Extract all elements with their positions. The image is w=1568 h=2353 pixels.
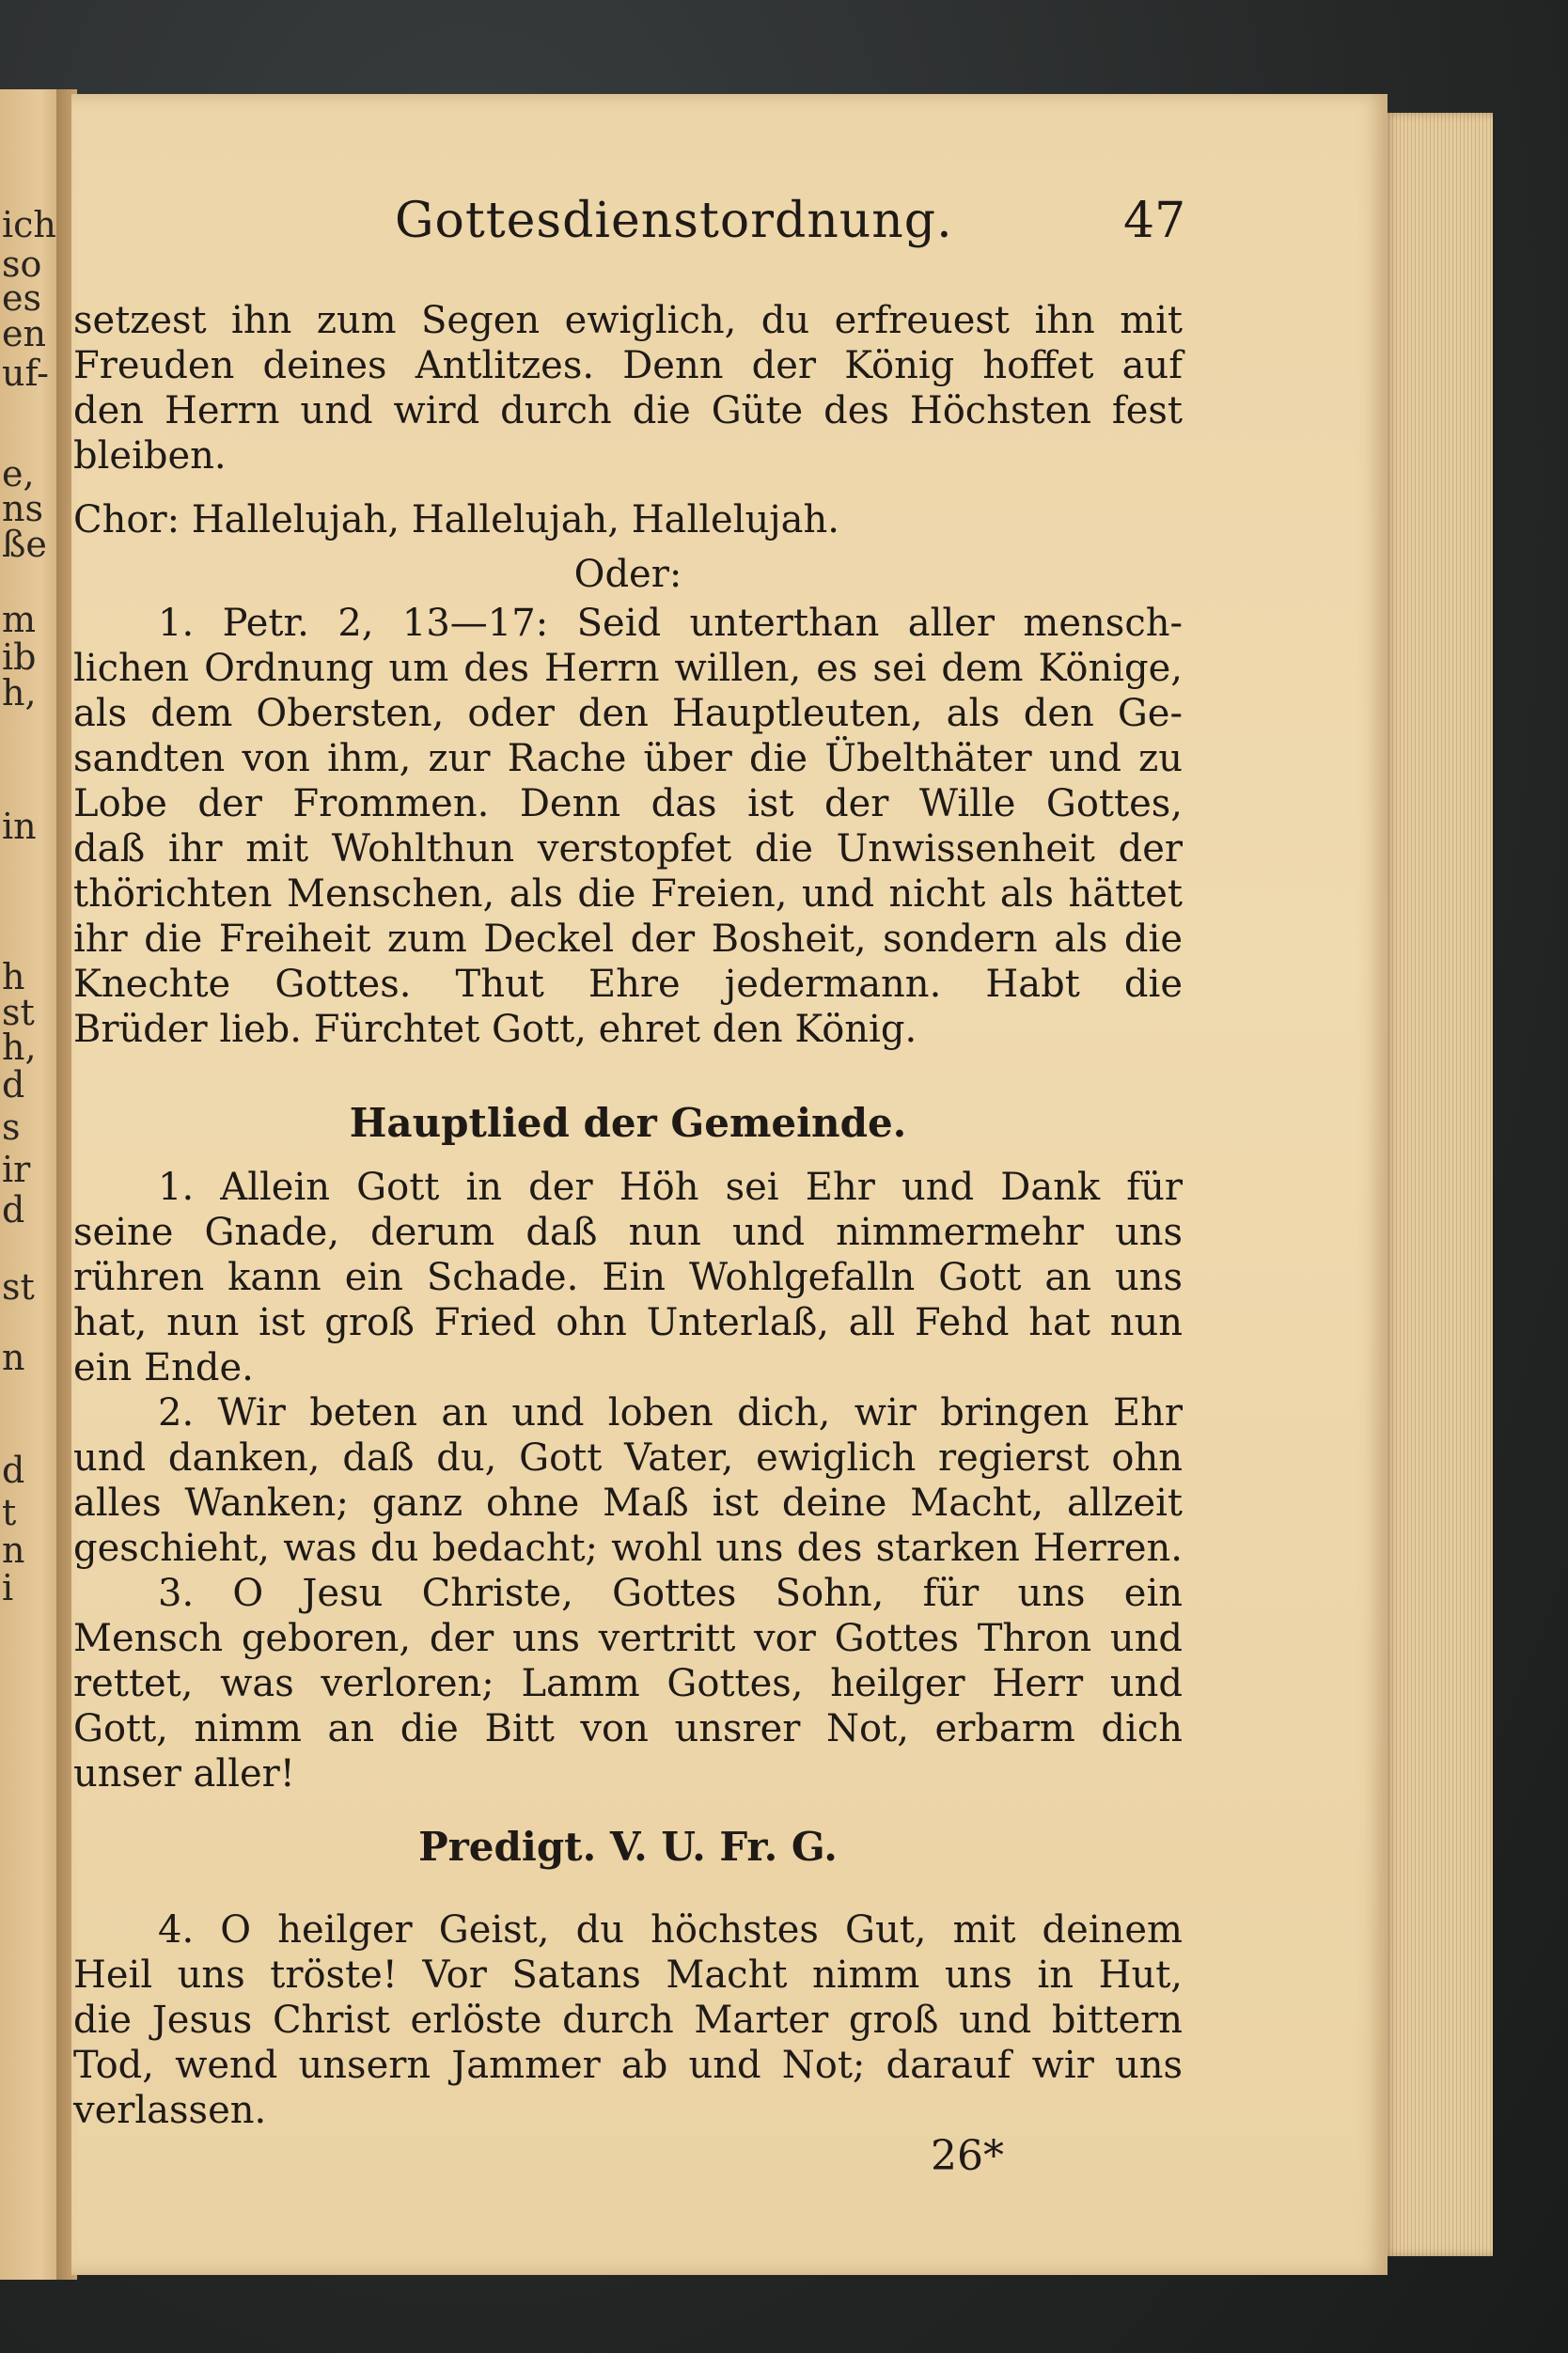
text-line: Mensch geboren, der uns vertritt vor Gottes Thron und [73,1617,1183,1660]
text-line: 1. Petr. 2, 13—17: Seid unterthan aller mensch- [158,602,1183,645]
text-line: 3. O Jesu Christe, Gottes Sohn, für uns ein [158,1572,1183,1615]
text-line: geschieht, was du bedacht; wohl uns des starken Herren. [73,1527,1183,1570]
text-line: Chor: Hallelujah, Hallelujah, Hallelujah. [73,498,839,541]
left-page-text-fragment: ib [2,636,37,678]
text-line: Knechte Gottes. Thut Ehre jedermann. Habt die [73,963,1183,1006]
text-line: setzest ihn zum Segen ewiglich, du erfreuest ihn mit [73,299,1183,342]
text-line: thörichten Menschen, als die Freien, und nicht als hättet [73,872,1183,916]
running-header: Gottesdienstordnung. [395,193,953,249]
left-page-text-fragment: h [2,956,25,997]
text-line: rettet, was verloren; Lamm Gottes, heilger Herr und [73,1662,1183,1705]
text-line: 4. O heilger Geist, du höchstes Gut, mit deinem [158,1908,1183,1952]
left-page-text-fragment: n [2,1529,25,1571]
left-page-text-fragment: in [2,806,37,847]
page-number: 47 [1123,193,1186,249]
left-page-text-fragment: d [2,1450,25,1491]
left-page-text-fragment: n [2,1337,25,1378]
left-page-text-fragment: en [2,313,46,354]
left-page-text-fragment: st [2,1266,35,1308]
left-page-text-fragment: t [2,1492,17,1533]
text-line: daß ihr mit Wohlthun verstopfet die Unwissenheit der [73,827,1183,871]
section-heading: Predigt. V. U. Fr. G. [418,1824,838,1870]
left-page-text-fragment: i [2,1567,14,1608]
left-page-text-fragment: ns [2,488,43,529]
text-line: hat, nun ist groß Fried ohn Unterlaß, all Fehd hat nun [73,1301,1183,1344]
text-line: Lobe der Frommen. Denn das ist der Wille Gottes, [73,782,1183,825]
text-line: seine Gnade, derum daß nun und nimmermehr uns [73,1211,1183,1254]
left-page-text-fragment: h, [2,672,37,714]
text-line: Oder: [573,553,682,596]
text-line: verlassen. [73,2089,267,2132]
left-page-text-fragment: ich [2,204,56,245]
left-page-text-fragment: ir [2,1149,31,1190]
page-edges [1382,113,1493,2256]
text-line: ihr die Freiheit zum Deckel der Bosheit, sondern als die [73,918,1183,961]
left-page-text-fragment: h, [2,1027,37,1068]
text-line: lichen Ordnung um des Herrn willen, es sei dem Könige, [73,647,1183,690]
text-line: Heil uns tröste! Vor Satans Macht nimm uns in Hut, [73,1953,1183,1997]
text-line: rühren kann ein Schade. Ein Wohlgefalln Gott an uns [73,1256,1183,1299]
left-page-text-fragment: es [2,277,41,319]
text-line: den Herrn und wird durch die Güte des Höchsten fest [73,389,1183,432]
text-line: Tod, wend unsern Jammer ab und Not; darauf wir uns [73,2044,1183,2087]
left-page-text-fragment: d [2,1064,25,1106]
text-line: sandten von ihm, zur Rache über die Übelthäter und zu [73,737,1183,780]
text-line: als dem Obersten, oder den Hauptleuten, als den Ge- [73,692,1183,735]
left-page-text-fragment: e, [2,453,35,494]
signature-mark: 26* [931,2132,1004,2180]
text-line: und danken, daß du, Gott Vater, ewiglich regierst ohn [73,1436,1183,1480]
text-line: die Jesus Christ erlöste durch Marter groß und bittern [73,1999,1183,2042]
left-page-text-fragment: s [2,1106,21,1148]
left-page-text-fragment: m [2,599,37,640]
text-line: alles Wanken; ganz ohne Maß ist deine Macht, allzeit [73,1482,1183,1525]
left-page-text-fragment: st [2,992,35,1033]
text-line: Gott, nimm an die Bitt von unsrer Not, erbarm dich [73,1707,1183,1750]
text-line: 2. Wir beten an und loben dich, wir bringen Ehr [158,1391,1183,1435]
left-page-text-fragment: so [2,243,42,285]
text-line: bleiben. [73,434,227,478]
text-line: Brüder lieb. Fürchtet Gott, ehret den König. [73,1008,917,1051]
text-line: 1. Allein Gott in der Höh sei Ehr und Dank für [158,1166,1183,1209]
left-page-text-fragment: d [2,1189,25,1231]
left-page-text-fragment: ße [2,524,47,565]
text-line: ein Ende. [73,1346,254,1389]
text-line: unser aller! [73,1752,295,1796]
left-page-text-fragment: uf- [2,353,50,394]
text-line: Freuden deines Antlitzes. Denn der König hoffet auf [73,344,1183,387]
section-heading: Hauptlied der Gemeinde. [349,1100,907,1146]
